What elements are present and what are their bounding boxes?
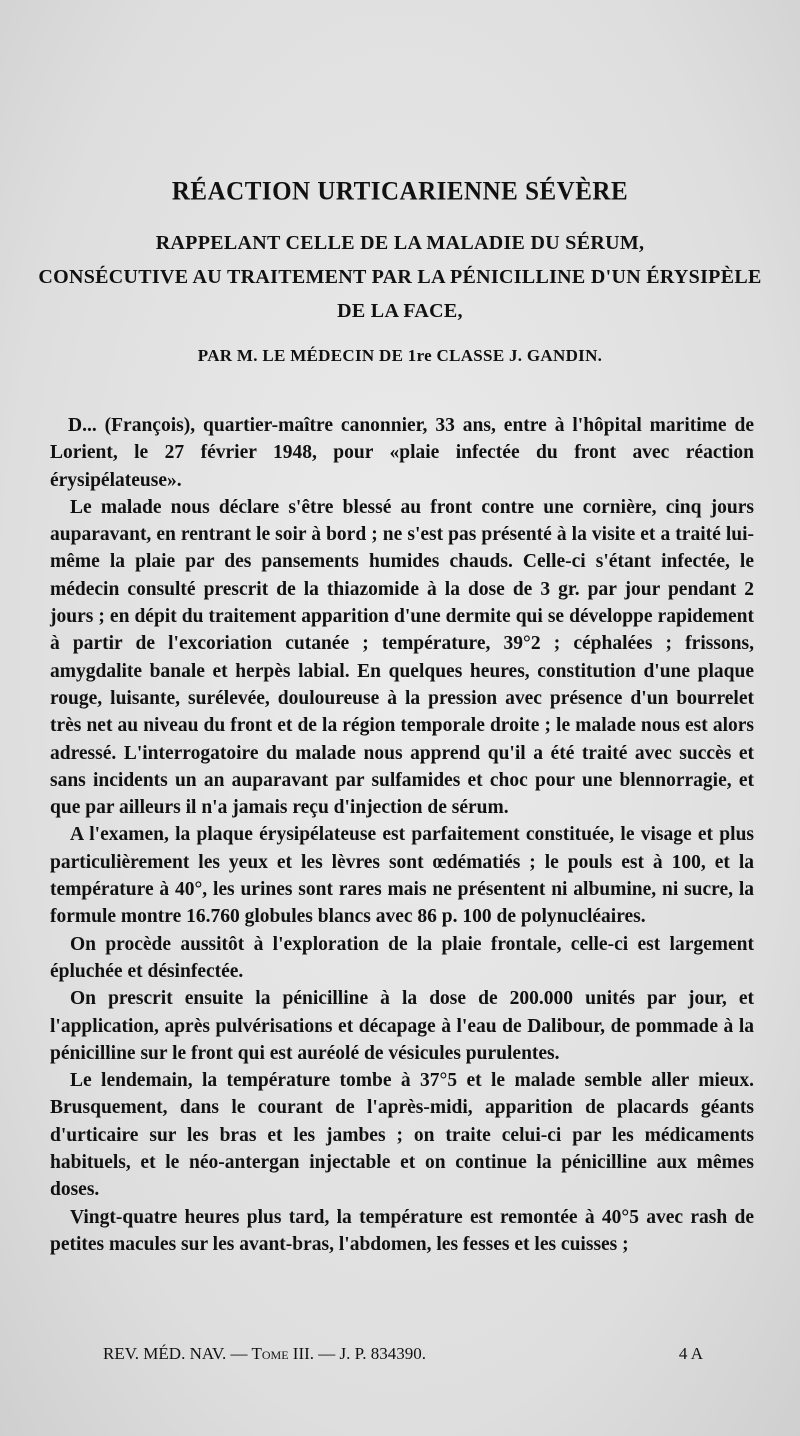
article-author: PAR M. LE MÉDECIN DE 1re CLASSE J. GANDIN. bbox=[197, 346, 603, 365]
article-subtitle-line-3: DE LA FACE, bbox=[337, 300, 463, 322]
paragraph: Le malade nous déclare s'être blessé au front contre une cornière, cinq jours auparavant, en rentrant le soir à bord ; ne s'est pas présenté à la visite et a traité lui-même la plaie par des pansements humides chauds. Celle-ci s'étant infectée, le médecin consulté prescrit de la thiazomide à la dose de 3 gr. par jour pendant 2 jours ; en dépit du traitement apparition d'une dermite qui se développe rapidement à partir de l'excoriation cutanée ; température, 39°2 ; céphalées ; frissons, amygdalite banale et herpès labial. En quelques heures, constitution d'une plaque rouge, luisante, surélevée, douloureuse à la pression avec présence d'un bourrelet très net au niveau du front et de la région temporale droite ; le malade nous est alors adressé. L'interrogatoire du malade nous apprend qu'il a été traité avec succès et sans incidents un an auparavant par sulfamides et choc pour une blennorragie, et que par ailleurs il n'a jamais reçu d'injection de sérum. bbox=[50, 496, 754, 819]
journal-reference: REV. MÉD. NAV. — Tome III. — J. P. 834390. bbox=[103, 1344, 426, 1363]
paragraph: Vingt-quatre heures plus tard, la température est remontée à 40°5 avec rash de petites macules sur les avant-bras, l'abdomen, les fesses et les cuisses ; bbox=[50, 1206, 754, 1255]
paragraph: Le lendemain, la température tombe à 37°5 et le malade semble aller mieux. Brusquement, dans le courant de l'après-midi, apparition de placards géants d'urticaire sur les bras et les jambes ; on traite celui-ci par les médicaments habituels, et le néo-antergan injectable et on continue la pénicilline aux mêmes doses. bbox=[50, 1070, 754, 1201]
article-title: RÉACTION URTICARIENNE SÉVÈRE bbox=[171, 177, 629, 206]
paragraph: D... (François), quartier-maître canonnier, 33 ans, entre à l'hôpital maritime de Lorient, le 27 février 1948, pour «plaie infectée du front avec réaction érysipélateuse». bbox=[50, 415, 754, 491]
paragraph: On prescrit ensuite la pénicilline à la dose de 200.000 unités par jour, et l'application, après pulvérisations et décapage à l'eau de Dalibour, de pommade à la pénicilline sur le front qui est auréolé de vésicules purulentes. bbox=[50, 988, 754, 1064]
article-body bbox=[50, 412, 754, 1258]
article-subtitle-line-2: CONSÉCUTIVE AU TRAITEMENT PAR LA PÉNICILLINE D'UN ÉRYSIPÈLE bbox=[38, 266, 762, 288]
page-footer bbox=[103, 1344, 703, 1364]
paragraph: A l'examen, la plaque érysipélateuse est parfaitement constituée, le visage et plus particulièrement les yeux et les lèvres sont œdématiés ; le pouls est à 100, et la température à 40°, les urines sont rares mais ne présentent ni albumine, ni sucre, la formule montre 16.760 globules blancs avec 86 p. 100 de polynucléaires. bbox=[50, 824, 754, 928]
article-header bbox=[0, 178, 800, 366]
paragraph: On procède aussitôt à l'exploration de la plaie frontale, celle-ci est largement épluchée et désinfectée. bbox=[50, 933, 754, 982]
signature-mark: 4 A bbox=[678, 1344, 703, 1363]
article-subtitle-line-1: RAPPELANT CELLE DE LA MALADIE DU SÉRUM, bbox=[155, 232, 645, 254]
